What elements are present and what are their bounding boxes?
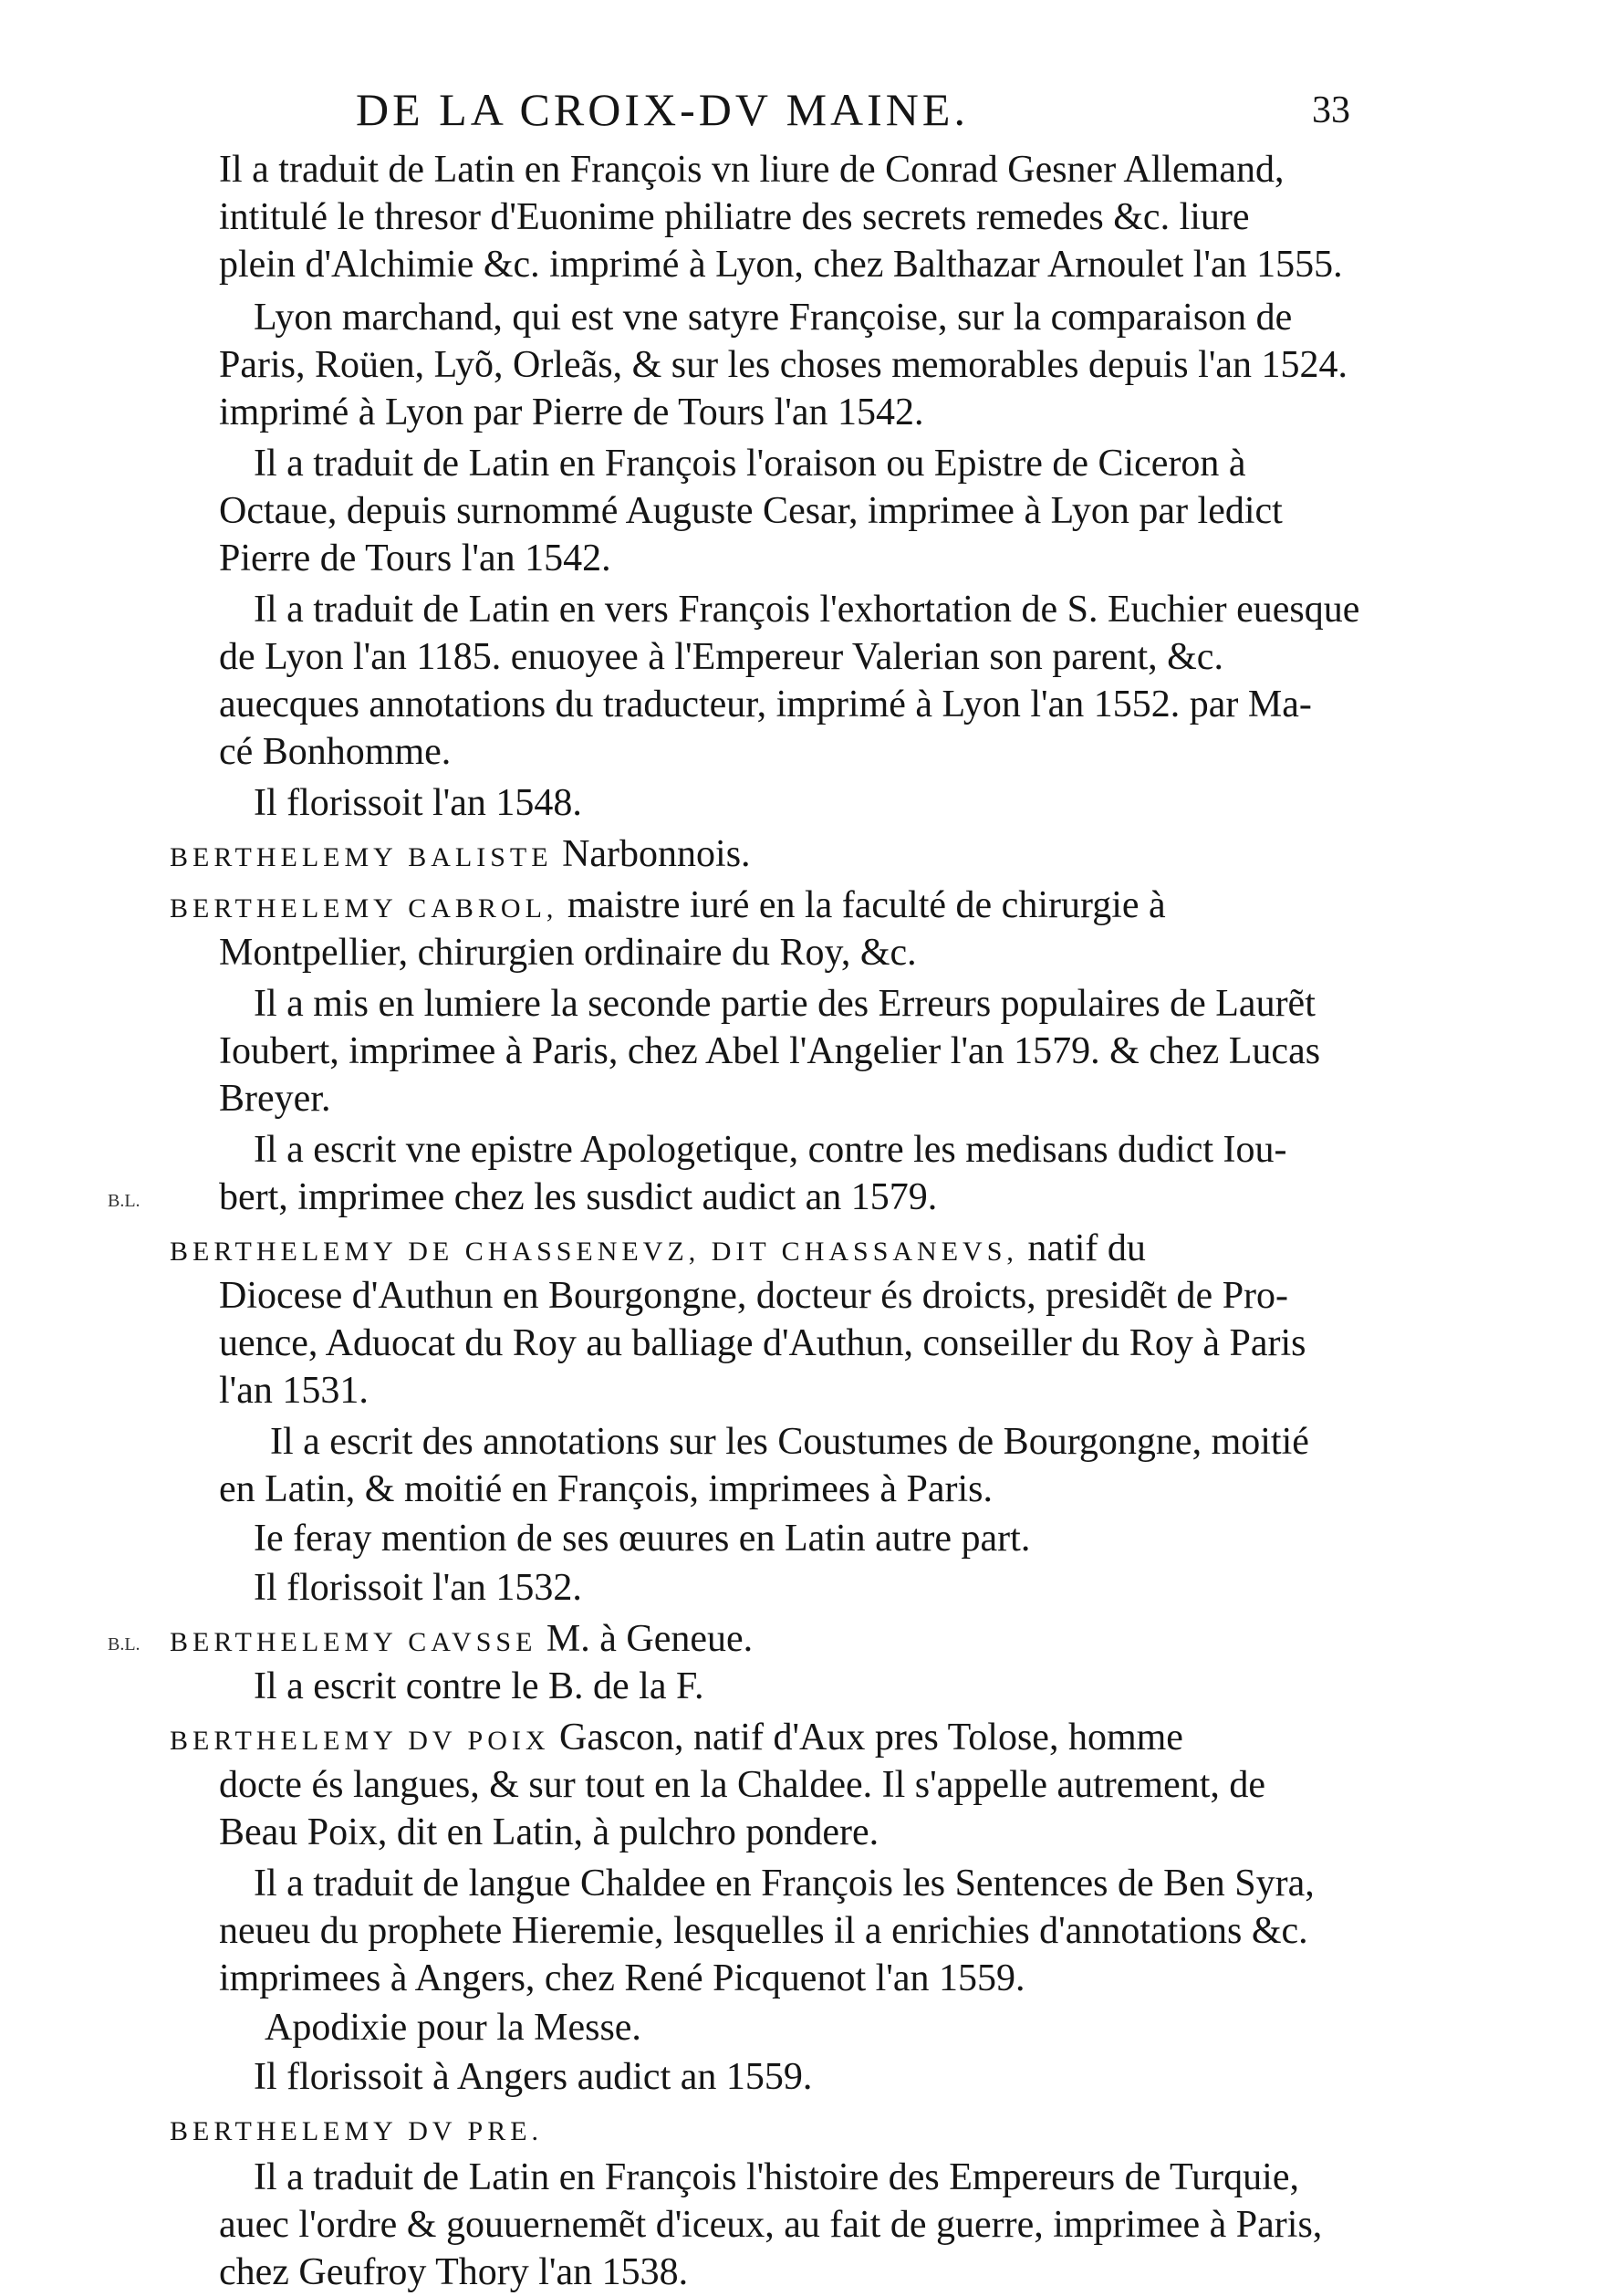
author-name: BERTHELEMY BALISTE — [170, 842, 553, 872]
text-line: bert, imprimee chez les susdict audict an 1579. — [219, 1176, 938, 1218]
text-line: Ie feray mention de ses œuures en Latin autre part. — [254, 1518, 1031, 1560]
text-line: docte és langues, & sur tout en la Chaldee. Il s'appelle autrement, de — [219, 1764, 1266, 1806]
margin-note: B.L. — [108, 1634, 140, 1654]
text-line: Il a traduit de Latin en François l'oraison ou Epistre de Ciceron à — [254, 443, 1246, 485]
text-line: plein d'Alchimie &c. imprimé à Lyon, chez Balthazar Arnoulet l'an 1555. — [219, 244, 1343, 286]
text-line: intitulé le thresor d'Euonime philiatre des secrets remedes &c. liure — [219, 196, 1250, 238]
text-line: Beau Poix, dit en Latin, à pulchro pondere. — [219, 1811, 879, 1853]
text-line: Lyon marchand, qui est vne satyre Françoise, sur la comparaison de — [254, 297, 1293, 339]
author-name: BERTHELEMY CAVSSE — [170, 1627, 537, 1657]
text-line: Montpellier, chirurgien ordinaire du Roy, &c. — [219, 932, 917, 974]
page-number: 33 — [1312, 89, 1350, 131]
running-title: DE LA CROIX-DV MAINE. — [356, 84, 969, 135]
text-line: chez Geufroy Thory l'an 1538. — [219, 2251, 689, 2293]
text-line: Paris, Roüen, Lyõ, Orleãs, & sur les choses memorables depuis l'an 1524. — [219, 344, 1348, 386]
author-name: BERTHELEMY DV PRE. — [170, 2116, 544, 2146]
text-line: Diocese d'Authun en Bourgongne, docteur és droicts, presidẽt de Pro- — [219, 1275, 1289, 1317]
text-line: uence, Aduocat du Roy au balliage d'Authun, conseiller du Roy à Paris — [219, 1322, 1306, 1364]
text-line: Il a escrit contre le B. de la F. — [254, 1665, 704, 1707]
text-line: Il florissoit l'an 1532. — [254, 1567, 582, 1609]
text-line: Ioubert, imprimee à Paris, chez Abel l'Angelier l'an 1579. & chez Lucas — [219, 1030, 1321, 1072]
text-line: l'an 1531. — [219, 1370, 369, 1412]
text-line: Il a traduit de Latin en vers François l'exhortation de S. Euchier euesque — [254, 589, 1360, 631]
entry-heading-line: BERTHELEMY CABROL, maistre iuré en la faculté de chirurgie à — [170, 884, 1166, 926]
text-line: Il a escrit des annotations sur les Coustumes de Bourgongne, moitié — [270, 1421, 1309, 1463]
text-line: auecques annotations du traducteur, imprimé à Lyon l'an 1552. par Ma- — [219, 684, 1312, 725]
author-name: BERTHELEMY DE CHASSENEVZ, DIT CHASSANEVS, — [170, 1237, 1018, 1267]
text-line: Il a mis en lumiere la seconde partie des Erreurs populaires de Laurẽt — [254, 983, 1316, 1025]
text-line: Pierre de Tours l'an 1542. — [219, 537, 611, 579]
entry-heading-line: BERTHELEMY DE CHASSENEVZ, DIT CHASSANEVS, natif du — [170, 1227, 1146, 1269]
author-name: BERTHELEMY CABROL, — [170, 893, 558, 924]
author-name: BERTHELEMY DV POIX — [170, 1726, 550, 1756]
text-line: Il a traduit de Latin en François l'histoire des Empereurs de Turquie, — [254, 2156, 1299, 2198]
text-line: Il florissoit à Angers audict an 1559. — [254, 2056, 813, 2098]
text-line: Il florissoit l'an 1548. — [254, 782, 582, 824]
text-line: Breyer. — [219, 1078, 331, 1120]
entry-heading-line: BERTHELEMY DV POIX Gascon, natif d'Aux pres Tolose, homme — [170, 1717, 1183, 1759]
entry-heading-line: BERTHELEMY CAVSSE M. à Geneue. — [170, 1618, 754, 1660]
entry-heading-line — [170, 2104, 543, 2152]
text-line: Il a escrit vne epistre Apologetique, contre les medisans dudict Iou- — [254, 1129, 1287, 1171]
text-line: Octaue, depuis surnommé Auguste Cesar, imprimee à Lyon par ledict — [219, 490, 1283, 532]
text-line: Il a traduit de Latin en François vn liure de Conrad Gesner Allemand, — [219, 149, 1285, 191]
text-line: cé Bonhomme. — [219, 731, 452, 773]
text-line: auec l'ordre & gouuernemẽt d'iceux, au fait de guerre, imprimee à Paris, — [219, 2204, 1323, 2246]
text-line: Il a traduit de langue Chaldee en François les Sentences de Ben Syra, — [254, 1863, 1315, 1905]
text-line: neueu du prophete Hieremie, lesquelles il a enrichies d'annotations &c. — [219, 1910, 1308, 1952]
text-line: en Latin, & moitié en François, imprimees à Paris. — [219, 1468, 993, 1510]
entry-heading-line: BERTHELEMY BALISTE Narbonnois. — [170, 833, 751, 875]
text-line: Apodixie pour la Messe. — [265, 2007, 641, 2049]
text-line: de Lyon l'an 1185. enuoyee à l'Empereur Valerian son parent, &c. — [219, 636, 1223, 678]
text-line: imprimé à Lyon par Pierre de Tours l'an 1542. — [219, 391, 924, 433]
text-line: imprimees à Angers, chez René Picquenot l'an 1559. — [219, 1957, 1025, 1999]
margin-note: B.L. — [108, 1191, 140, 1211]
